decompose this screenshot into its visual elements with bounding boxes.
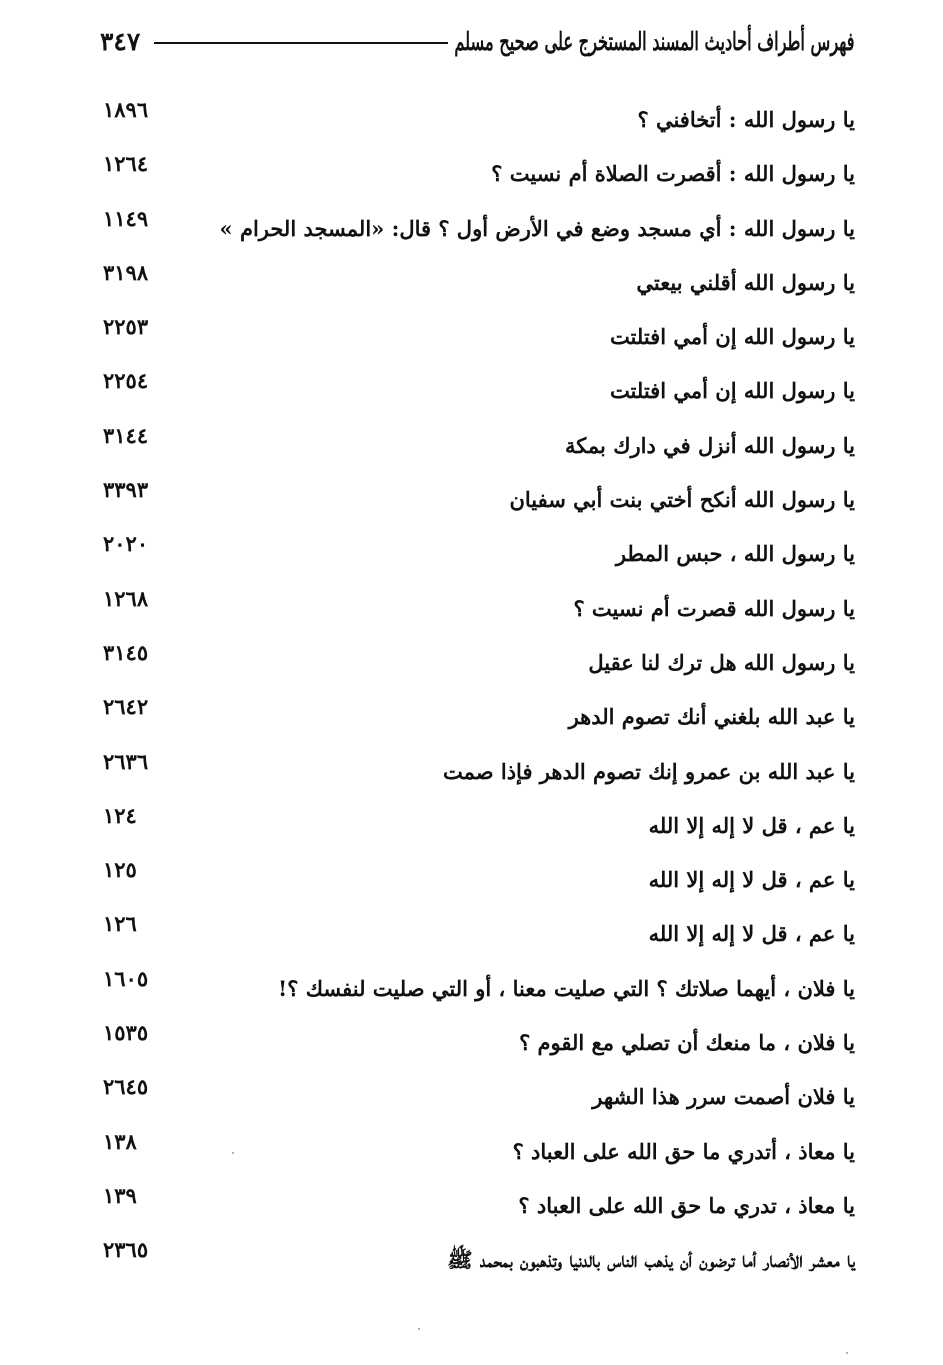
entry-text: يا عم ، قل لا إله إلا الله [648,867,855,893]
index-entry [95,746,855,800]
entry-number: ١٢٥ [103,857,137,883]
entry-number: ١٨٩٦ [103,97,149,122]
entry-number: ٣١٤٥ [103,639,149,665]
index-entry [95,1071,855,1125]
index-entry [95,474,855,528]
entry-text: يا فلان ، ما منعك أن تصلي مع القوم ؟ [519,1030,855,1056]
index-entry [95,963,855,1017]
index-entry [95,311,855,365]
entry-text: يا رسول الله هل ترك لنا عقيل [588,649,855,675]
index-entry [95,94,855,148]
entry-number: ٢٣٦٥ [103,1237,149,1263]
entry-number: ١١٤٩ [103,205,149,231]
index-entry [95,365,855,419]
entry-text: يا فلان ، أيهما صلاتك ؟ التي صليت معنا ، أو التي صليت لنفسك ؟! [278,975,855,1001]
entry-number: ٢٦٤٢ [103,694,149,720]
index-entry [95,691,855,745]
index-entry [95,148,855,202]
entry-text: يا رسول الله : أي مسجد وضع في الأرض أول ؟ قال: «المسجد الحرام » [219,215,855,241]
page-title: فهرس أطراف أحاديث المسند المستخرج على صحيح مسلم [453,27,854,56]
entry-text: يا عم ، قل لا إله إلا الله [648,812,855,838]
index-entry [95,583,855,637]
entry-text: يا معاذ ، أتدري ما حق الله على العباد ؟ [512,1138,855,1164]
entry-number: ١٦٠٥ [103,965,149,991]
index-entry [95,1126,855,1180]
entry-text: يا معاذ ، تدري ما حق الله على العباد ؟ [518,1192,855,1218]
index-entry [95,854,855,908]
entry-text: يا رسول الله إن أمي افتلتت [609,324,855,350]
entry-text: يا رسول الله أنكح أختي بنت أبي سفيان [509,487,855,513]
entry-number: ٢٦٣٦ [103,748,149,774]
entry-text: يا عم ، قل لا إله إلا الله [648,921,855,947]
entry-number: ١٢٤ [103,802,137,828]
entry-text: يا رسول الله إن أمي افتلتت [609,378,855,404]
entry-text: يا رسول الله : أقصرت الصلاة أم نسيت ؟ [491,161,855,187]
entry-text: يا عبد الله بن عمرو إنك تصوم الدهر فإذا صمت [442,758,855,784]
entry-text: يا رسول الله قصرت أم نسيت ؟ [573,595,855,621]
scan-speck [418,1328,420,1330]
scan-speck [232,1152,234,1154]
entry-text: يا عبد الله بلغني أنك تصوم الدهر [568,704,855,730]
index-entry [95,257,855,311]
index-entry [95,528,855,582]
index-entry [95,203,855,257]
entry-text: يا رسول الله أنزل في دارك بمكة [565,432,855,458]
entry-number: ٣١٩٨ [103,259,149,285]
page-header [100,22,854,72]
entry-text: يا رسول الله ، حبس المطر [615,541,855,567]
entry-number: ١٥٣٥ [103,1020,149,1046]
entry-text: يا رسول الله أقلني بيعتي [636,269,855,295]
entry-text: يا فلان أصمت سرر هذا الشهر [592,1084,855,1110]
index-entry [95,420,855,474]
entry-text: يا معشر الأنصار أما ترضون أن يذهب الناس بالدنيا وتذهبون بمحمد ﷺ [447,1247,855,1273]
entry-number: ١٣٨ [103,1128,137,1154]
entry-number: ١٢٦٤ [103,151,149,177]
scan-speck [846,1352,848,1354]
index-entry [95,800,855,854]
entry-number: ٢٠٢٠ [103,531,149,557]
index-entry [95,1017,855,1071]
entry-number: ٢٢٥٤ [103,368,149,394]
entry-number: ٣١٤٤ [103,422,149,448]
entry-text: يا رسول الله : أتخافني ؟ [637,107,855,132]
entry-number: ١٢٦٨ [103,585,149,611]
index-entry [95,637,855,691]
entry-number: ٣٣٩٣ [103,477,149,503]
index-entry [95,1234,855,1288]
index-entries [95,94,855,1289]
header-rule [154,42,448,44]
index-entry [95,1180,855,1234]
page-number: ٣٤٧ [100,27,141,56]
index-entry [95,908,855,962]
entry-number: ٢٦٤٥ [103,1074,149,1100]
entry-number: ١٢٦ [103,911,137,937]
entry-number: ٢٢٥٣ [103,314,149,340]
entry-number: ١٣٩ [103,1182,137,1208]
